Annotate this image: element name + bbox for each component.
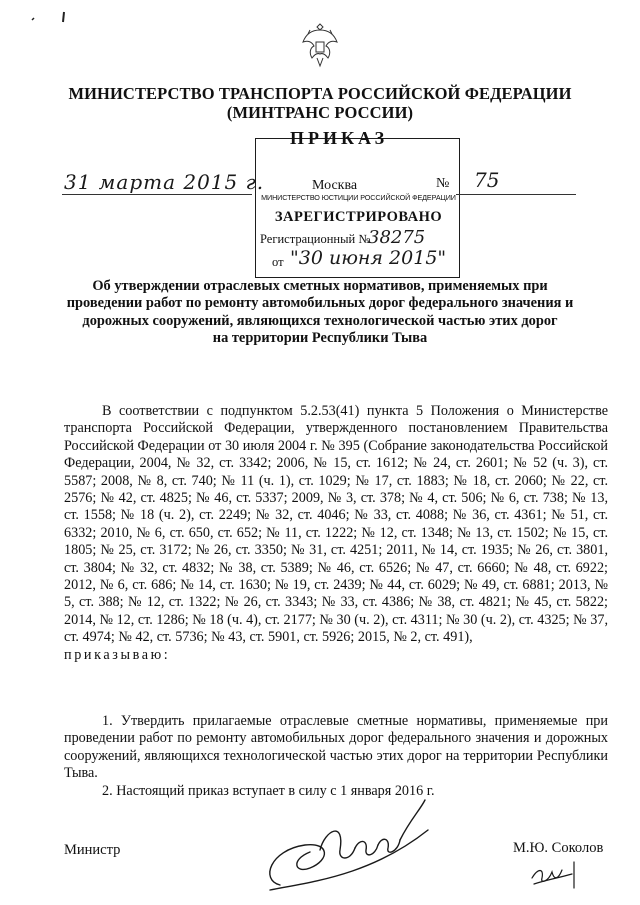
stamp-reg-label: Регистрационный № — [260, 232, 371, 246]
handwritten-initials — [528, 858, 578, 892]
order-title — [60, 278, 580, 348]
order-items — [64, 713, 608, 800]
stamp-org: МИНИСТЕРСТВО ЮСТИЦИИ РОССИЙСКОЙ ФЕДЕРАЦИИ — [261, 193, 456, 202]
corner-marks — [30, 8, 80, 28]
order-word: приказываю: — [64, 646, 171, 663]
order-city: Москва — [312, 178, 358, 193]
title-line: проведении работ по ремонту автомобильных дорог федерального значения и — [66, 295, 574, 312]
ministry-short-name: (МИНТРАНС РОССИИ) — [226, 103, 414, 122]
order-item: 2. Настоящий приказ вступает в силу с 1 января 2016 г. — [102, 782, 435, 799]
order-item: 1. Утвердить прилагаемые отраслевые сметные нормативы, применяемые при проведении работ по ремонту автомобильных дорог федерального значения и дорожных сооружений, являющихся технологической частью этих дорог на территории Республики Тыва. — [64, 713, 608, 782]
title-line: Об утверждении отраслевых сметных нормативов, применяемых при — [92, 278, 548, 294]
preamble-text: В соответствии с подпунктом 5.2.53(41) пункта 5 Положения о Министерстве транспорта Российской Федерации, утвержденного постановлением Правительства Российской Федерации от 30 июля 2004 г. № 395 (Собрание законодательства Российской Федерации, 2004, № 32, ст. 3342; 2006, № 15, ст. 1612; № 24, ст. 2601; № 52 (ч. 3), ст. 5587; 2008, № 8, ст. 740; № 11 (ч. 1), ст. 1029; № 17, ст. 1883; № 18, ст. 2060; № 22, ст. 2576; № 42, ст. 4825; № 46, ст. 5337; 2009, № 3, ст. 378; № 4, ст. 506; № 6, ст. 738; № 13, ст. 1558; № 18 (ч. 2), ст. 2249; № 32, ст. 4046; № 33, ст. 4088; № 36, ст. 4361; № 51, ст. 6332; 2010, № 6, ст. 650, ст. 652; № 11, ст. 1222; № 12, ст. 1348; № 13, ст. 1502; № 15, ст. 1805; № 25, ст. 3172; № 26, ст. 3350; № 31, ст. 4251; 2011, № 14, ст. 1935; № 26, ст. 3801, ст. 3804; № 32, ст. 4832; № 38, ст. 5389; № 46, ст. 6526; № 47, ст. 6660; № 48, ст. 6922; 2012, № 6, ст. 686; № 14, ст. 1630; № 19, ст. 2439; № 44, ст. 6029; № 49, ст. 6881; 2013, № 5, ст. 388; № 12, ст. 1322; № 26, ст. 3343; № 33, ст. 4386; № 38, ст. 4821; № 45, ст. 5822; 2014, № 12, ст. 1286; № 18 (ч. 4), ст. 2177; № 30 (ч. 2), ст. 4311; № 30 (ч. 2), ст. 4325; № 37, ст. 4974; № 42, ст. 5736; № 43, ст. 5901, ст. 5926; 2015, № 2, ст. 491), — [64, 403, 608, 646]
stamp-from-label: от — [272, 255, 284, 269]
date-underline — [62, 194, 252, 195]
number-underline — [456, 194, 576, 195]
coat-of-arms-emblem — [300, 20, 340, 70]
stamp-reg-date: "30 июня 2015" — [290, 247, 447, 269]
stamp-reg-number: 38275 — [368, 227, 426, 248]
order-number: 75 — [474, 168, 500, 192]
signatory-name: М.Ю. Соколов — [513, 840, 604, 856]
stamp-status: ЗАРЕГИСТРИРОВАНО — [274, 209, 443, 225]
order-date: 31 марта 2015 г. — [64, 170, 265, 194]
preamble — [64, 403, 608, 664]
ministry-name: МИНИСТЕРСТВО ТРАНСПОРТА РОССИЙСКОЙ ФЕДЕРАЦИИ — [68, 84, 572, 103]
order-number-label: № — [436, 176, 450, 191]
registration-stamp — [255, 138, 460, 278]
signatory-position: Министр — [64, 842, 121, 858]
handwritten-signature — [250, 790, 430, 900]
title-line: дорожных сооружений, являющихся технологической частью этих дорог — [82, 312, 558, 329]
title-line: на территории Республики Тыва — [212, 330, 428, 347]
order-label: ПРИКАЗ — [290, 128, 389, 148]
